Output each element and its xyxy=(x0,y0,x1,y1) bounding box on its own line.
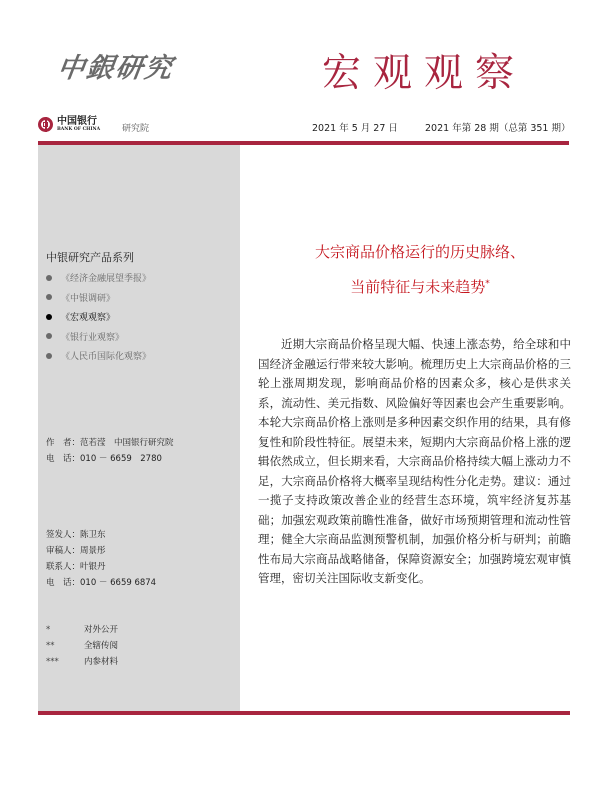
classification-label: 全辖传阅 xyxy=(84,641,119,651)
classification-label: 内参材料 xyxy=(84,657,119,667)
publication-title: 宏观观察 xyxy=(322,51,527,96)
series-item-label: 《宏观观察》 xyxy=(61,313,116,324)
bank-logo-text xyxy=(57,117,100,133)
series-title: 中银研究产品系列 xyxy=(46,251,134,264)
article-abstract: 近期大宗商品价格呈现大幅、快速上涨态势，给全球和中国经济金融运行带来较大影响。梳理历史上大宗商品价格的三轮上涨周期发现，影响商品价格的因素众多，核心是供求关系，流动性、美元指数、风险偏好等因素也会产生重要影响。本轮大宗商品价格上涨则是多种因素交织作用的结果，具有修复性和阶段性特征。展望未来，短期内大宗商品价格上涨的逻辑依然成立，但长期来看，大宗商品价格持续大幅上涨动力不足，大宗商品价格将大概率呈现结构性分化走势。建议：通过一揽子支持政策改善企业的经营生态环境，筑牢经济复苏基础；加强宏观政策前瞻性准备，做好市场预期管理和流动性管理；健全大宗商品监测预警机制，加强价格分析与研判；前瞻性布局大宗商品战略储备，保障资源安全；加强跨境宏观审慎管理，密切关注国际收支新变化。 xyxy=(258,337,571,585)
contact-block xyxy=(46,527,156,591)
bank-logo-cn: 中国银行 xyxy=(57,116,97,127)
series-item-active xyxy=(46,307,151,327)
series-list xyxy=(46,268,151,366)
series-item xyxy=(46,268,151,288)
contact-person: 联系人：叶银丹 xyxy=(46,562,106,572)
series-item xyxy=(46,346,151,366)
classification-stars: *** xyxy=(46,657,59,667)
bullet-icon xyxy=(46,353,52,359)
signer: 签发人：陈卫东 xyxy=(46,530,106,540)
bank-of-china-logo xyxy=(38,117,100,133)
series-item-label: 《银行业观察》 xyxy=(61,332,125,343)
bullet-icon xyxy=(46,275,52,281)
bank-of-china-emblem-icon xyxy=(38,117,53,132)
article-title-line-2 xyxy=(240,268,600,303)
classification-stars: ** xyxy=(46,641,55,651)
classification-row xyxy=(46,622,118,638)
bullet-icon xyxy=(46,314,52,320)
issue-number: 2021 年第 28 期（总第 351 期） xyxy=(425,123,571,134)
classification-row xyxy=(46,638,118,654)
classification-legend xyxy=(46,622,118,670)
article-title-line-1: 大宗商品价格运行的历史脉络、 xyxy=(314,243,525,261)
classification-stars: * xyxy=(46,625,51,635)
classification-label: 对外公开 xyxy=(84,625,119,635)
bullet-icon xyxy=(46,333,52,339)
series-item xyxy=(46,288,151,308)
series-item-label: 《经济金融展望季报》 xyxy=(61,274,152,285)
author-block xyxy=(46,435,174,467)
footnote-mark[interactable]: * xyxy=(485,279,490,289)
article-title-line-2-text: 当前特征与未来趋势 xyxy=(350,278,486,296)
calligraphy-logo: 中銀研究 xyxy=(55,53,176,84)
author-phone: 电 话：010 － 6659 2780 xyxy=(46,454,162,464)
author-line: 作 者：范若滢 中国银行研究院 xyxy=(46,438,174,448)
classification-row xyxy=(46,654,118,670)
series-item-label: 《中银调研》 xyxy=(61,293,116,304)
publication-date: 2021 年 5 月 27 日 xyxy=(312,123,398,134)
contact-phone: 电 话：010 － 6659 6874 xyxy=(46,578,157,588)
series-item xyxy=(46,327,151,347)
bullet-icon xyxy=(46,294,52,300)
institute-label: 研究院 xyxy=(122,124,150,134)
bottom-divider xyxy=(38,711,570,715)
reviewer: 审稿人：周景彤 xyxy=(46,546,106,556)
article-title xyxy=(240,236,600,303)
series-item-label: 《人民币国际化观察》 xyxy=(61,352,152,363)
bank-logo-en: BANK OF CHINA xyxy=(57,127,101,132)
